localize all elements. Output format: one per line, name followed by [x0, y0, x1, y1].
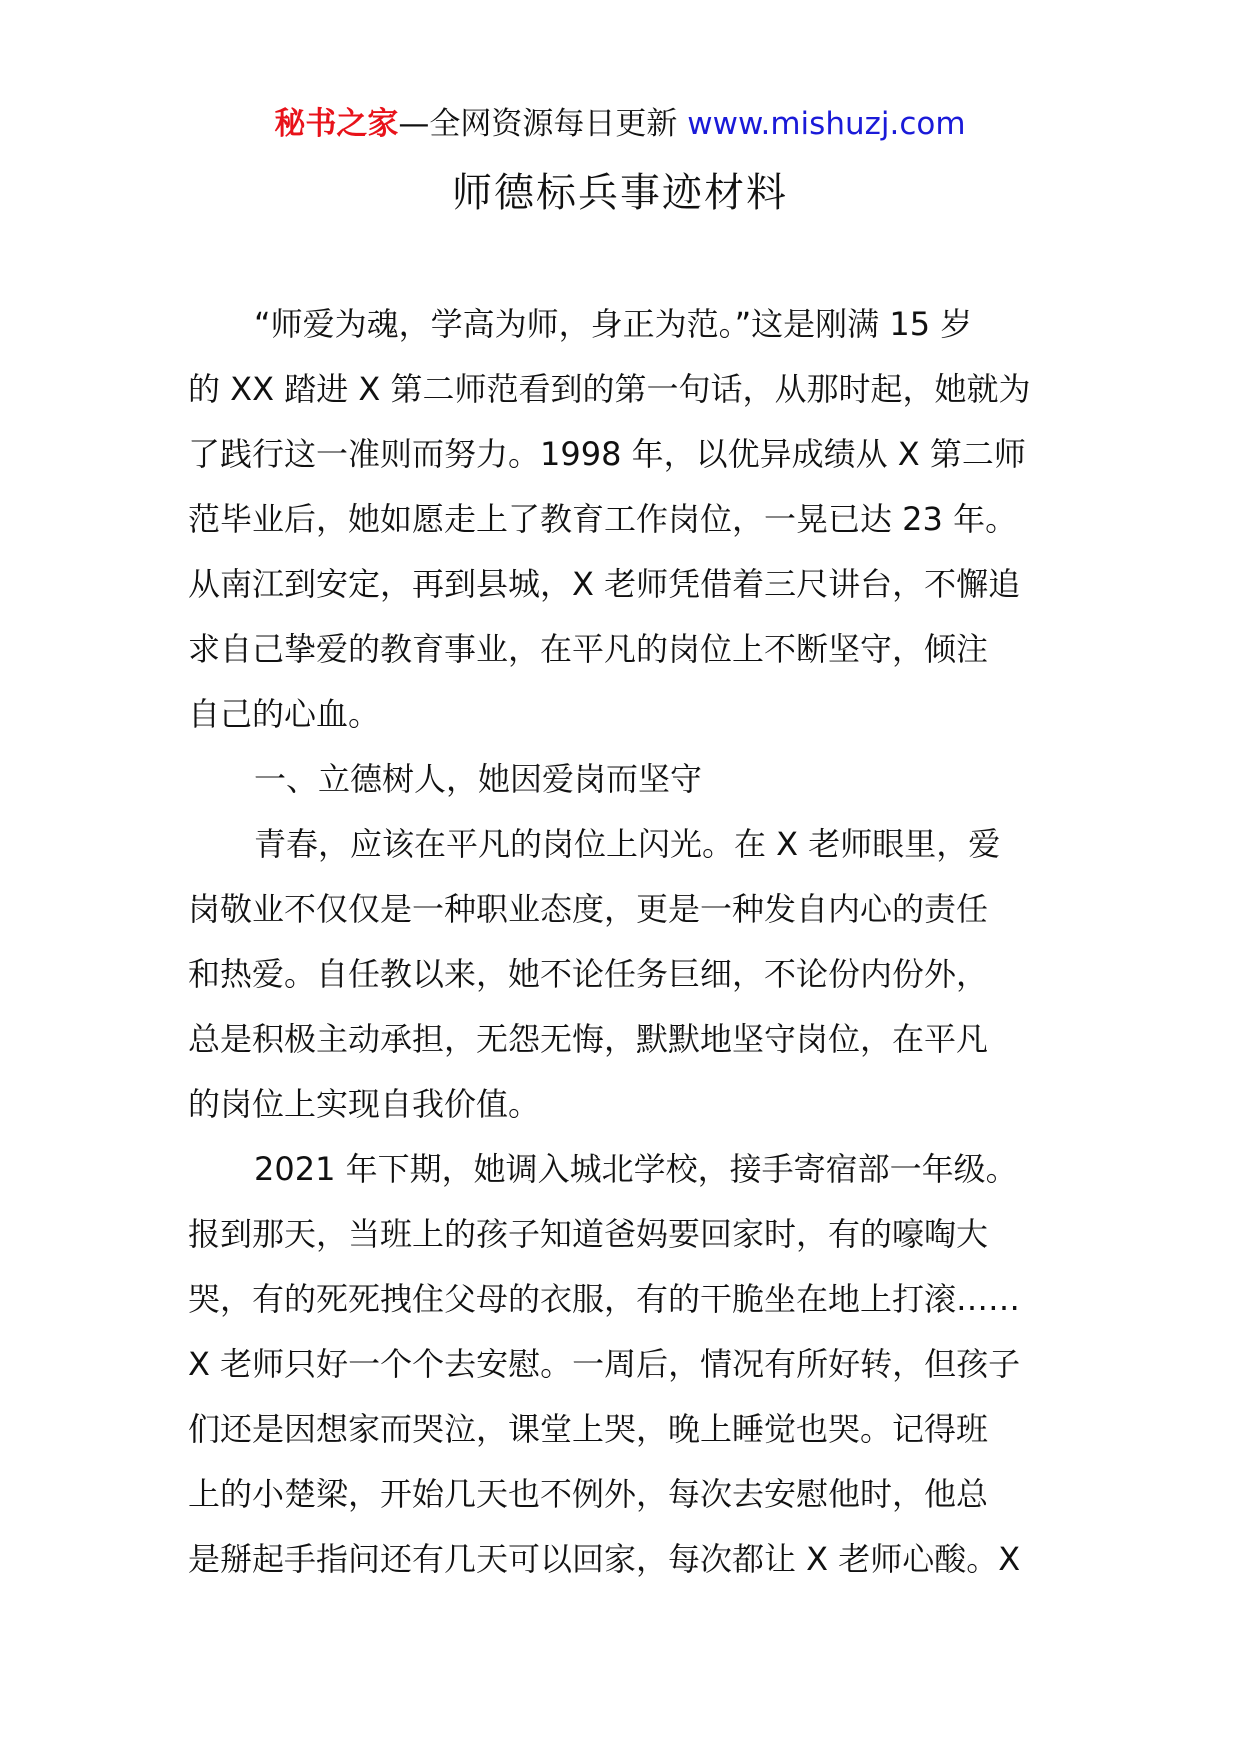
paragraph-line: 自己的心血。: [188, 695, 381, 733]
brand-name: 秘书之家: [274, 106, 399, 142]
paragraph-line: 了践行这一准则而努力。1998 年，以优异成绩从 X 第二师: [188, 435, 1026, 473]
paragraph-line: 2021 年下期，她调入城北学校，接手寄宿部一年级。: [254, 1150, 1018, 1188]
header-slogan: —全网资源每日更新: [398, 106, 688, 142]
paragraph-line: X 老师只好一个个去安慰。一周后，情况有所好转，但孩子: [188, 1345, 1021, 1383]
site-header: [0, 104, 1240, 144]
paragraph-line: 报到那天，当班上的孩子知道爸妈要回家时，有的嚎啕大: [188, 1215, 989, 1253]
paragraph-line: 上的小楚梁，开始几天也不例外，每次去安慰他时，他总: [188, 1475, 989, 1513]
paragraph-line: 从南江到安定，再到县城，X 老师凭借着三尺讲台，不懈追: [188, 565, 1021, 603]
section-heading: 一、立德树人，她因爱岗而坚守: [254, 760, 703, 798]
paragraph-line: 和热爱。自任教以来，她不论任务巨细，不论份内份外，: [188, 955, 989, 993]
paragraph-line: 总是积极主动承担，无怨无悔，默默地坚守岗位，在平凡: [188, 1020, 989, 1058]
paragraph-line: 哭，有的死死拽住父母的衣服，有的干脆坐在地上打滚……: [188, 1280, 1021, 1318]
paragraph-line: 们还是因想家而哭泣，课堂上哭，晚上睡觉也哭。记得班: [188, 1410, 989, 1448]
paragraph-line: 的岗位上实现自我价值。: [188, 1085, 541, 1123]
paragraph-line: 青春，应该在平凡的岗位上闪光。在 X 老师眼里，爱: [254, 825, 1001, 863]
document-body: [188, 292, 1058, 1592]
paragraph-line: “师爱为魂，学高为师，身正为范。”这是刚满 15 岁: [254, 305, 973, 343]
paragraph-line: 岗敬业不仅仅是一种职业态度，更是一种发自内心的责任: [188, 890, 989, 928]
paragraph-line: 范毕业后，她如愿走上了教育工作岗位，一晃已达 23 年。: [188, 500, 1018, 538]
document-title: 师德标兵事迹材料: [452, 170, 788, 216]
paragraph-line: 求自己挚爱的教育事业，在平凡的岗位上不断坚守，倾注: [188, 630, 989, 668]
paragraph-line: 是掰起手指问还有几天可以回家，每次都让 X 老师心酸。X: [188, 1540, 1021, 1578]
site-url-link[interactable]: www.mishuzj.com: [687, 106, 966, 142]
paragraph-line: 的 XX 踏进 X 第二师范看到的第一句话，从那时起，她就为: [188, 370, 1031, 408]
